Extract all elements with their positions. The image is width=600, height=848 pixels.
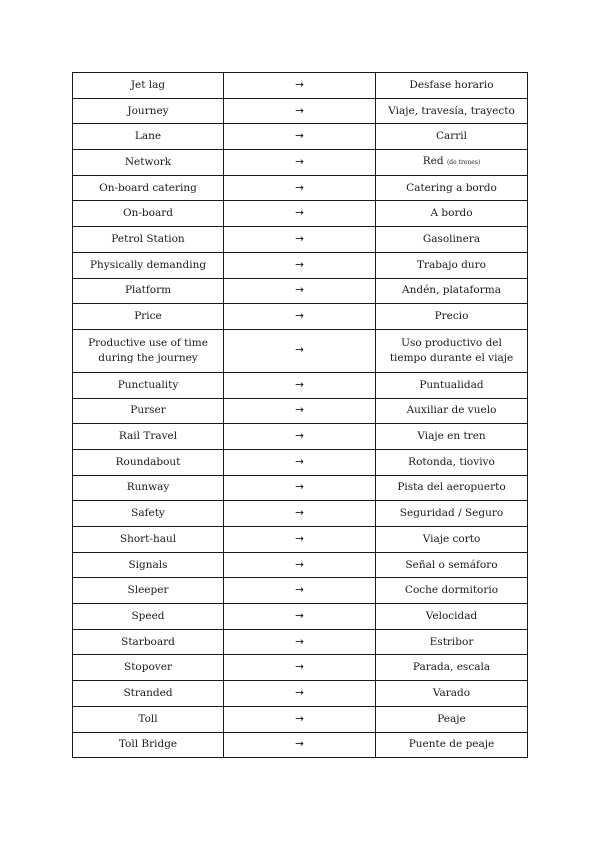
english-term: Petrol Station <box>73 227 224 253</box>
arrow-icon: → <box>224 475 376 501</box>
spanish-term: Puente de peaje <box>376 732 528 758</box>
english-term: Short-haul <box>73 527 224 553</box>
table-row <box>73 424 528 450</box>
table-row <box>73 201 528 227</box>
spanish-term: Señal o semáforo <box>376 552 528 578</box>
spanish-term: Peaje <box>376 706 528 732</box>
english-term: On-board catering <box>73 175 224 201</box>
arrow-icon: → <box>224 98 376 124</box>
spanish-term: Uso productivo del tiempo durante el viaje <box>376 329 528 372</box>
table-row <box>73 681 528 707</box>
table-row <box>73 398 528 424</box>
spanish-term: Viaje, travesía, trayecto <box>376 98 528 124</box>
english-term: On-board <box>73 201 224 227</box>
spanish-term: Pista del aeropuerto <box>376 475 528 501</box>
spanish-term: Viaje corto <box>376 527 528 553</box>
table-row <box>73 304 528 330</box>
spanish-term: Auxiliar de vuelo <box>376 398 528 424</box>
english-term: Rail Travel <box>73 424 224 450</box>
table-row <box>73 552 528 578</box>
english-term: Price <box>73 304 224 330</box>
table-row <box>73 527 528 553</box>
english-term: Roundabout <box>73 449 224 475</box>
table-row <box>73 578 528 604</box>
spanish-term: Gasolinera <box>376 227 528 253</box>
english-term: Platform <box>73 278 224 304</box>
spanish-term: Velocidad <box>376 604 528 630</box>
arrow-icon: → <box>224 681 376 707</box>
spanish-term: Desfase horario <box>376 73 528 99</box>
english-term: Safety <box>73 501 224 527</box>
table-row <box>73 124 528 150</box>
table-row <box>73 449 528 475</box>
arrow-icon: → <box>224 706 376 732</box>
english-term: Physically demanding <box>73 252 224 278</box>
arrow-icon: → <box>224 227 376 253</box>
spanish-term: Puntualidad <box>376 372 528 398</box>
english-term: Sleeper <box>73 578 224 604</box>
table-row <box>73 475 528 501</box>
spanish-term: Estribor <box>376 629 528 655</box>
glossary-table <box>72 72 528 758</box>
arrow-icon: → <box>224 252 376 278</box>
english-term: Toll <box>73 706 224 732</box>
spanish-term: Precio <box>376 304 528 330</box>
arrow-icon: → <box>224 578 376 604</box>
table-row <box>73 655 528 681</box>
spanish-term: Seguridad / Seguro <box>376 501 528 527</box>
arrow-icon: → <box>224 372 376 398</box>
arrow-icon: → <box>224 655 376 681</box>
english-term: Purser <box>73 398 224 424</box>
english-term: Punctuality <box>73 372 224 398</box>
spanish-term <box>376 150 528 176</box>
table-row <box>73 372 528 398</box>
spanish-term: Carril <box>376 124 528 150</box>
english-term: Network <box>73 150 224 176</box>
english-term: Speed <box>73 604 224 630</box>
english-term: Lane <box>73 124 224 150</box>
english-term: Productive use of time during the journey <box>73 329 224 372</box>
table-row <box>73 278 528 304</box>
table-row <box>73 175 528 201</box>
arrow-icon: → <box>224 201 376 227</box>
english-term: Signals <box>73 552 224 578</box>
arrow-icon: → <box>224 150 376 176</box>
arrow-icon: → <box>224 73 376 99</box>
spanish-term: Catering a bordo <box>376 175 528 201</box>
spanish-term-note: (de trenes) <box>446 159 481 167</box>
english-term: Journey <box>73 98 224 124</box>
arrow-icon: → <box>224 304 376 330</box>
arrow-icon: → <box>224 527 376 553</box>
table-row <box>73 501 528 527</box>
arrow-icon: → <box>224 732 376 758</box>
spanish-term: Parada, escala <box>376 655 528 681</box>
arrow-icon: → <box>224 329 376 372</box>
spanish-term: Rotonda, tiovivo <box>376 449 528 475</box>
table-row <box>73 73 528 99</box>
english-term: Runway <box>73 475 224 501</box>
english-term: Stopover <box>73 655 224 681</box>
table-row <box>73 98 528 124</box>
english-term: Toll Bridge <box>73 732 224 758</box>
spanish-term: Viaje en tren <box>376 424 528 450</box>
table-row <box>73 604 528 630</box>
glossary-page <box>72 72 527 758</box>
arrow-icon: → <box>224 278 376 304</box>
arrow-icon: → <box>224 398 376 424</box>
spanish-term-main: Red <box>422 155 444 168</box>
table-row <box>73 329 528 372</box>
spanish-term: Andén, plataforma <box>376 278 528 304</box>
arrow-icon: → <box>224 501 376 527</box>
spanish-term: Coche dormitorio <box>376 578 528 604</box>
english-term: Jet lag <box>73 73 224 99</box>
arrow-icon: → <box>224 449 376 475</box>
table-row <box>73 706 528 732</box>
table-row <box>73 732 528 758</box>
glossary-table-body <box>73 73 528 758</box>
table-row <box>73 150 528 176</box>
arrow-icon: → <box>224 424 376 450</box>
spanish-term: A bordo <box>376 201 528 227</box>
arrow-icon: → <box>224 604 376 630</box>
spanish-term: Varado <box>376 681 528 707</box>
arrow-icon: → <box>224 629 376 655</box>
table-row <box>73 227 528 253</box>
arrow-icon: → <box>224 124 376 150</box>
english-term: Starboard <box>73 629 224 655</box>
table-row <box>73 252 528 278</box>
table-row <box>73 629 528 655</box>
spanish-term: Trabajo duro <box>376 252 528 278</box>
arrow-icon: → <box>224 175 376 201</box>
arrow-icon: → <box>224 552 376 578</box>
english-term: Stranded <box>73 681 224 707</box>
